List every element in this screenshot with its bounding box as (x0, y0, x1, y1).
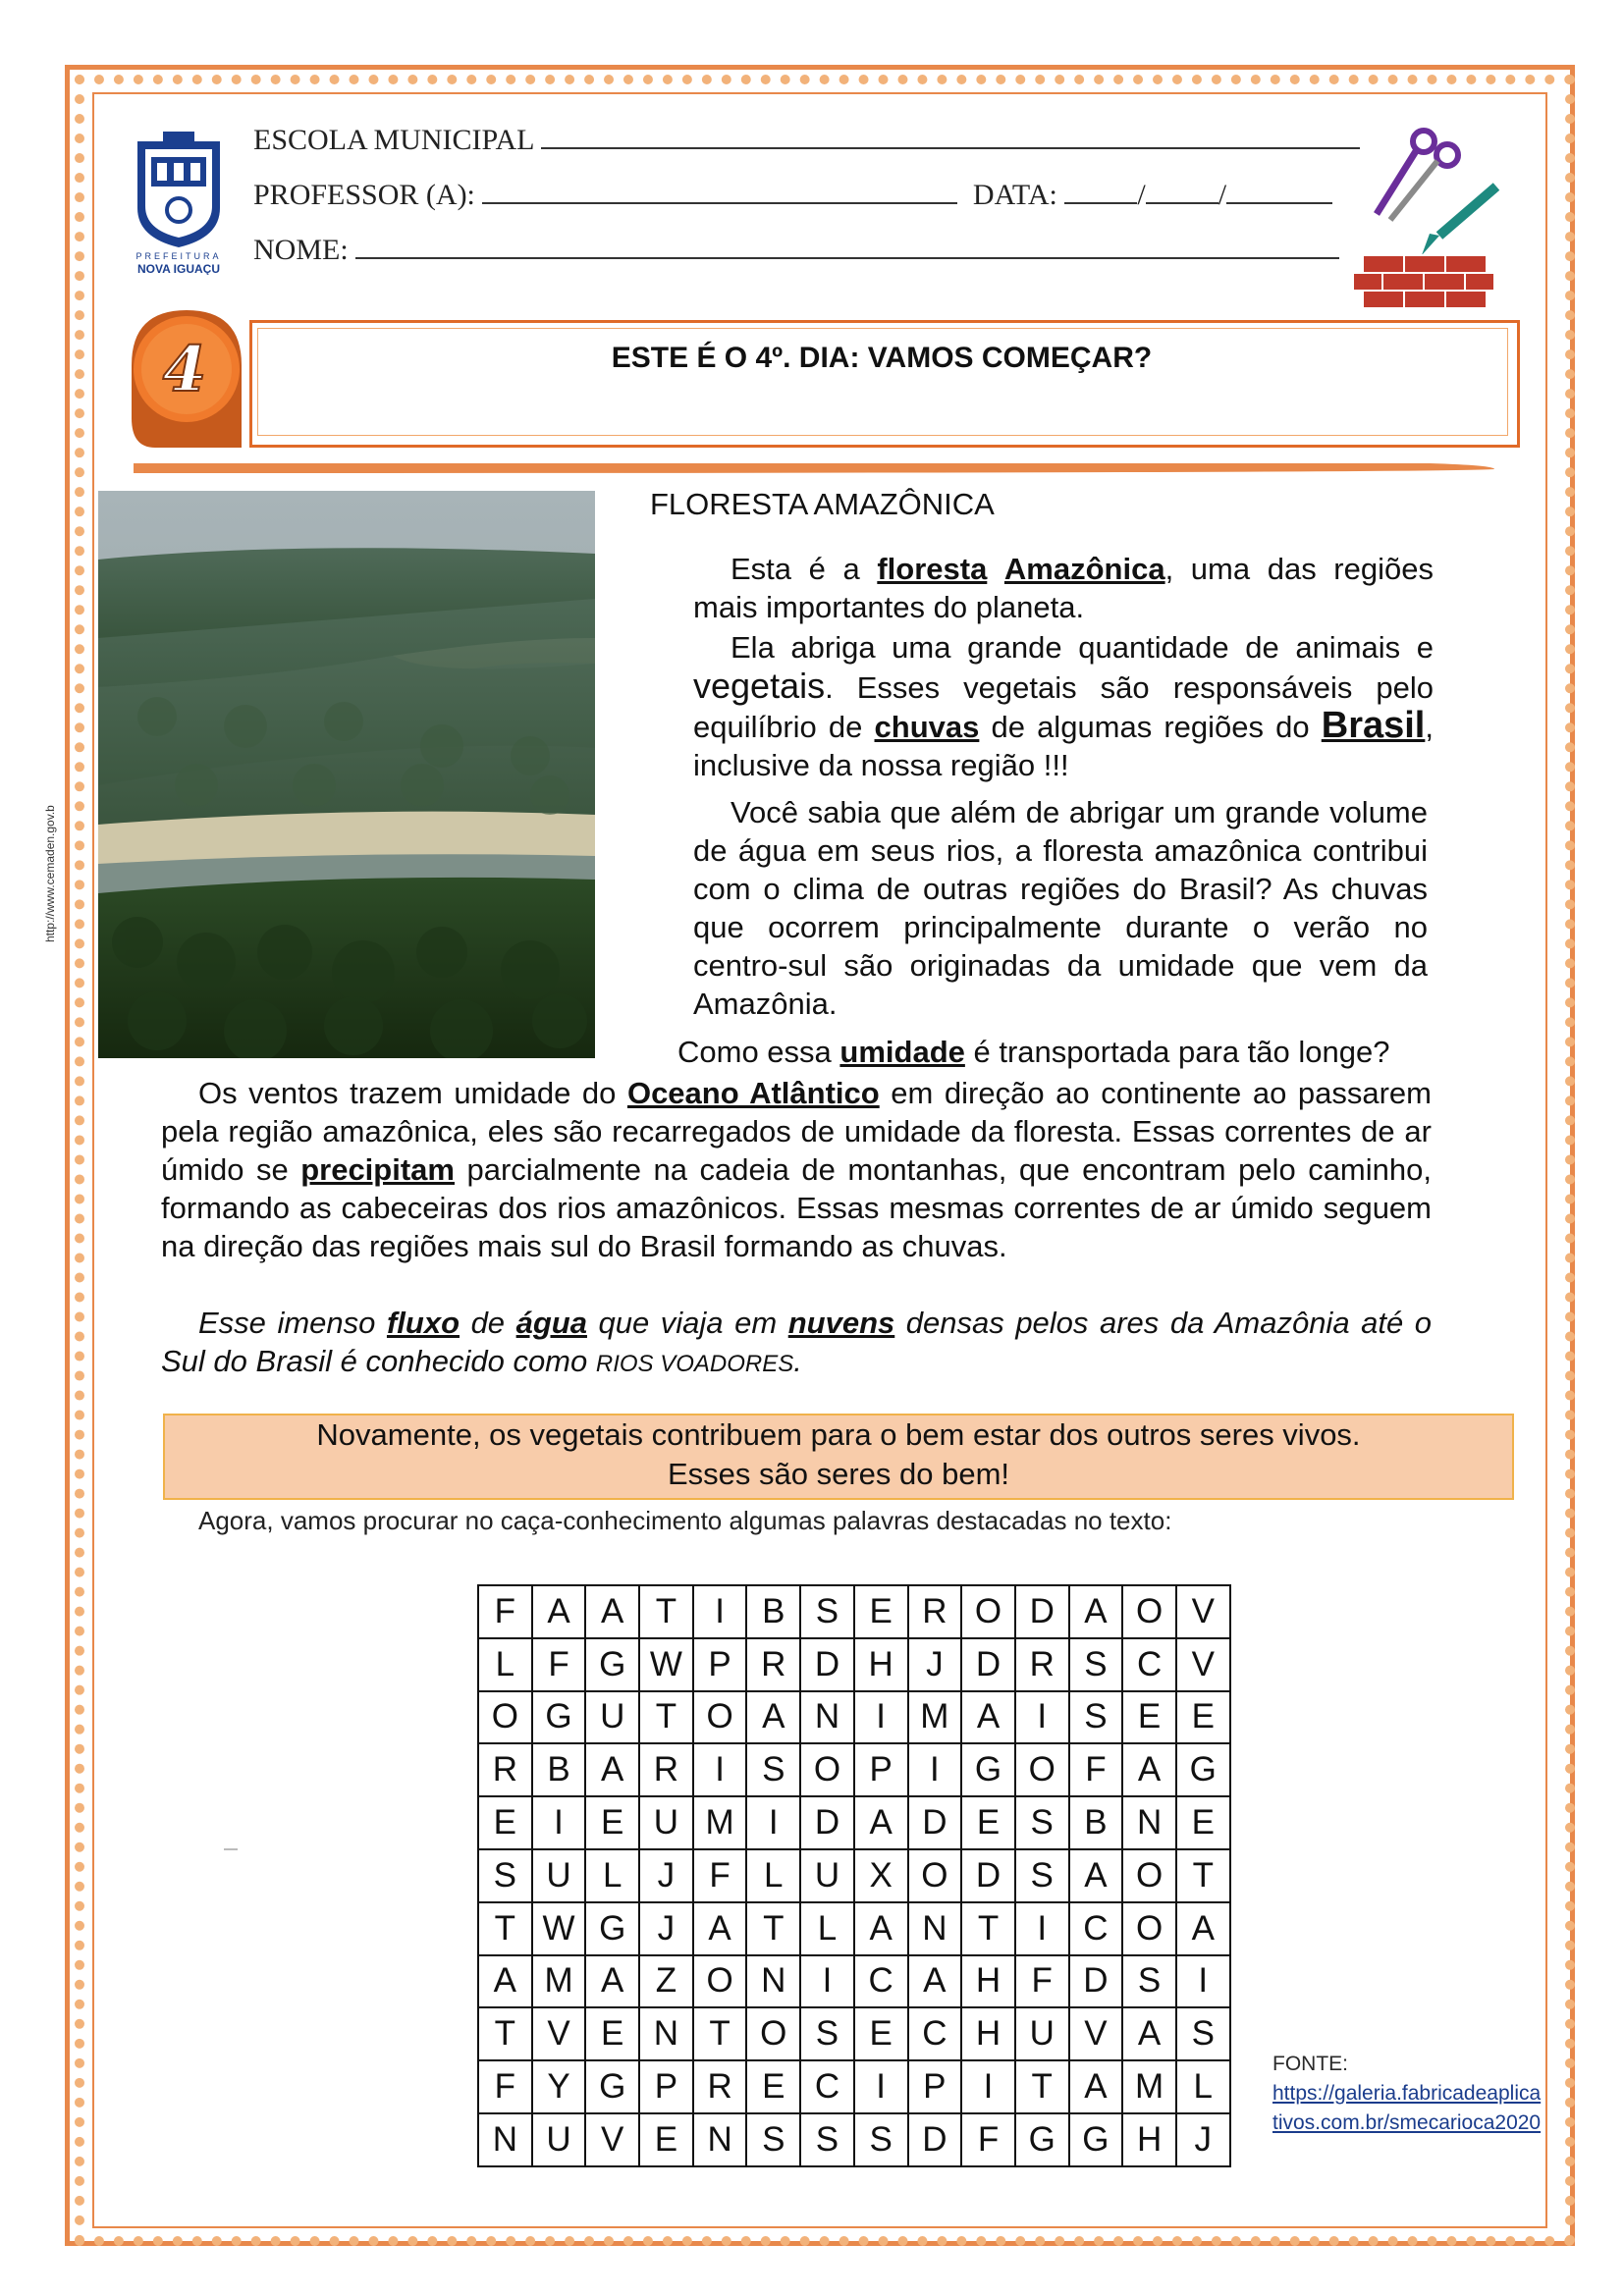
grid-cell[interactable]: J (908, 1638, 962, 1691)
grid-cell[interactable]: T (961, 1902, 1015, 1955)
grid-cell[interactable]: G (585, 1638, 639, 1691)
grid-cell[interactable]: H (1122, 2113, 1176, 2166)
grid-cell[interactable]: G (585, 1902, 639, 1955)
svg-text:NOVA IGUAÇU: NOVA IGUAÇU (137, 262, 220, 275)
grid-cell[interactable]: F (1069, 1743, 1123, 1796)
grid-row (478, 1796, 1230, 1849)
grid-cell[interactable]: F (478, 2060, 532, 2113)
teacher-field[interactable] (482, 179, 957, 204)
grid-cell[interactable]: O (1122, 1849, 1176, 1902)
grid-cell[interactable]: I (908, 1743, 962, 1796)
grid-cell[interactable]: T (1176, 1849, 1230, 1902)
grid-cell[interactable]: B (746, 1585, 800, 1638)
grid-cell[interactable]: J (639, 1849, 693, 1902)
grid-cell[interactable]: S (854, 2113, 908, 2166)
stray-mark (224, 1848, 238, 1850)
grid-cell[interactable]: O (908, 1849, 962, 1902)
source-url-line-1[interactable]: https://galeria.fabricadeaplica (1272, 2082, 1542, 2105)
grid-row (478, 1585, 1230, 1638)
grid-cell[interactable]: I (1015, 1902, 1069, 1955)
grid-cell[interactable]: A (585, 1743, 639, 1796)
day-number-badge (126, 300, 247, 454)
grid-row (478, 1849, 1230, 1902)
nova-iguacu-logo (124, 128, 234, 275)
grid-cell[interactable]: R (908, 1585, 962, 1638)
grid-cell[interactable]: V (1069, 2007, 1123, 2060)
source-credit (1272, 2050, 1541, 2138)
grid-cell[interactable]: A (532, 1585, 586, 1638)
keyword-floresta: floresta (877, 552, 988, 586)
grid-cell[interactable]: E (746, 2060, 800, 2113)
name-field[interactable] (355, 234, 1339, 259)
grid-cell[interactable]: S (1122, 1955, 1176, 2008)
grid-cell[interactable]: C (1069, 1902, 1123, 1955)
grid-cell[interactable]: L (800, 1902, 854, 1955)
grid-cell[interactable]: S (746, 2113, 800, 2166)
grid-cell[interactable]: A (961, 1691, 1015, 1744)
grid-cell[interactable]: S (1015, 1796, 1069, 1849)
paragraph-5: Esse imenso fluxo de água que viaja em nuvens densas pelos ares da Amazônia até o Sul do Brasil é conhecido como RIOS VOADORES. (161, 1306, 1432, 1378)
grid-cell[interactable]: G (1069, 2113, 1123, 2166)
grid-cell[interactable]: V (1176, 1638, 1230, 1691)
banner-underline (134, 459, 1494, 475)
keyword-chuvas: chuvas (874, 710, 980, 744)
grid-cell[interactable]: W (532, 1902, 586, 1955)
school-field[interactable] (541, 124, 1360, 149)
grid-cell[interactable]: T (1015, 2060, 1069, 2113)
grid-cell[interactable]: P (908, 2060, 962, 2113)
grid-cell[interactable]: N (908, 1902, 962, 1955)
grid-row (478, 1743, 1230, 1796)
grid-cell[interactable]: R (693, 2060, 747, 2113)
grid-row (478, 2060, 1230, 2113)
grid-cell[interactable]: O (1122, 1902, 1176, 1955)
grid-row (478, 1691, 1230, 1744)
keyword-vegetais: vegetais (693, 666, 826, 706)
svg-text:4: 4 (162, 333, 207, 406)
notice-line-1: Novamente, os vegetais contribuem para o bem estar dos outros seres vivos. (316, 1417, 1361, 1452)
grid-cell[interactable]: O (746, 2007, 800, 2060)
grid-cell[interactable]: S (1069, 1638, 1123, 1691)
grid-cell[interactable]: E (585, 2007, 639, 2060)
grid-cell[interactable]: I (854, 2060, 908, 2113)
grid-cell[interactable]: M (908, 1691, 962, 1744)
grid-cell[interactable]: T (693, 2007, 747, 2060)
grid-cell[interactable]: F (1015, 1955, 1069, 2008)
grid-cell[interactable]: F (478, 1585, 532, 1638)
grid-cell[interactable]: E (854, 2007, 908, 2060)
grid-row (478, 1955, 1230, 2008)
grid-cell[interactable]: D (908, 2113, 962, 2166)
amazon-forest-photo (98, 491, 595, 1058)
grid-cell[interactable]: V (1176, 1585, 1230, 1638)
grid-cell[interactable]: C (800, 2060, 854, 2113)
grid-cell[interactable]: U (639, 1796, 693, 1849)
grid-cell[interactable]: E (478, 1796, 532, 1849)
banner-title: ESTE É O 4º. DIA: VAMOS COMEÇAR? (611, 342, 1153, 374)
grid-cell[interactable]: H (961, 2007, 1015, 2060)
grid-cell[interactable]: D (1069, 1955, 1123, 2008)
grid-cell[interactable]: E (1176, 1796, 1230, 1849)
paragraph-2: Ela abriga uma grande quantidade de animais e vegetais. Esses vegetais são responsáveis pelo equilíbrio de chuvas de algumas regiões do Brasil, inclusive da nossa região !!! (693, 630, 1434, 782)
grid-cell[interactable]: A (1122, 2007, 1176, 2060)
grid-cell[interactable]: A (693, 1902, 747, 1955)
grid-cell[interactable]: F (532, 1638, 586, 1691)
keyword-nuvens: nuvens (787, 1306, 895, 1340)
grid-cell[interactable]: G (532, 1691, 586, 1744)
grid-cell[interactable]: N (746, 1955, 800, 2008)
grid-cell[interactable]: E (854, 1585, 908, 1638)
grid-cell[interactable]: G (961, 1743, 1015, 1796)
keyword-oceano-atlantico: Oceano Atlântico (626, 1076, 880, 1110)
grid-cell[interactable]: P (693, 1638, 747, 1691)
grid-cell[interactable]: G (585, 2060, 639, 2113)
grid-cell[interactable]: V (585, 2113, 639, 2166)
teacher-label: PROFESSOR (A): (253, 179, 475, 211)
grid-cell[interactable]: A (1176, 1902, 1230, 1955)
grid-cell[interactable]: I (854, 1691, 908, 1744)
keyword-agua: água (515, 1306, 587, 1340)
grid-cell[interactable]: O (478, 1691, 532, 1744)
grid-cell[interactable]: U (800, 1849, 854, 1902)
grid-cell[interactable]: J (639, 1902, 693, 1955)
grid-cell[interactable]: I (746, 1796, 800, 1849)
grid-cell[interactable]: M (1122, 2060, 1176, 2113)
grid-cell[interactable]: Y (532, 2060, 586, 2113)
grid-cell[interactable]: S (1176, 2007, 1230, 2060)
grid-cell[interactable]: N (478, 2113, 532, 2166)
grid-cell[interactable]: I (800, 1955, 854, 2008)
grid-cell[interactable]: S (800, 2007, 854, 2060)
name-line (253, 234, 1382, 289)
grid-cell[interactable]: P (639, 2060, 693, 2113)
grid-cell[interactable]: A (854, 1902, 908, 1955)
grid-cell[interactable]: L (585, 1849, 639, 1902)
school-line (253, 124, 1382, 179)
grid-cell[interactable]: B (1069, 1796, 1123, 1849)
grid-cell[interactable]: A (854, 1796, 908, 1849)
grid-cell[interactable]: R (639, 1743, 693, 1796)
word-search-grid (477, 1584, 1231, 2167)
grid-cell[interactable]: W (639, 1638, 693, 1691)
grid-cell[interactable]: T (639, 1691, 693, 1744)
grid-cell[interactable]: N (693, 2113, 747, 2166)
grid-cell[interactable]: A (1122, 1743, 1176, 1796)
grid-cell[interactable]: D (800, 1796, 854, 1849)
grid-cell[interactable]: F (693, 1849, 747, 1902)
grid-cell[interactable]: D (908, 1796, 962, 1849)
grid-cell[interactable]: D (961, 1638, 1015, 1691)
grid-cell[interactable]: E (1176, 1691, 1230, 1744)
grid-cell[interactable]: S (478, 1849, 532, 1902)
grid-row (478, 2007, 1230, 2060)
grid-cell[interactable]: U (532, 1849, 586, 1902)
grid-row (478, 2113, 1230, 2166)
scissors-brush-bricks-icon (1353, 126, 1500, 320)
grid-cell[interactable]: E (639, 2113, 693, 2166)
grid-cell[interactable]: T (639, 1585, 693, 1638)
date-separator: / (1218, 179, 1227, 211)
grid-cell[interactable]: I (693, 1743, 747, 1796)
grid-cell[interactable]: E (585, 1796, 639, 1849)
grid-cell[interactable]: F (961, 2113, 1015, 2166)
grid-cell[interactable]: S (800, 1585, 854, 1638)
grid-row (478, 1638, 1230, 1691)
source-label: FONTE: (1272, 2053, 1348, 2075)
keyword-amazonica: Amazônica (1003, 552, 1165, 586)
grid-cell[interactable]: C (854, 1955, 908, 2008)
paragraph-1: Esta é a floresta Amazônica, uma das regiões mais importantes do planeta. (693, 552, 1434, 624)
grid-cell[interactable]: T (478, 2007, 532, 2060)
grid-cell[interactable]: I (1015, 1691, 1069, 1744)
grid-cell[interactable]: O (1015, 1743, 1069, 1796)
grid-cell[interactable]: T (746, 1902, 800, 1955)
teacher-line (253, 179, 1382, 234)
grid-row (478, 1902, 1230, 1955)
grid-cell[interactable]: G (1176, 1743, 1230, 1796)
grid-cell[interactable]: S (1015, 1849, 1069, 1902)
header-form (253, 124, 1382, 289)
date-separator: / (1137, 179, 1146, 211)
grid-cell[interactable]: L (746, 1849, 800, 1902)
grid-cell[interactable]: O (1122, 1585, 1176, 1638)
grid-cell[interactable]: C (908, 2007, 962, 2060)
keyword-precipitam: precipitam (300, 1152, 455, 1187)
grid-cell[interactable]: N (800, 1691, 854, 1744)
keyword-rios-voadores: RIOS VOADORES (595, 1351, 794, 1377)
grid-cell[interactable]: G (1015, 2113, 1069, 2166)
grid-cell[interactable]: L (1176, 2060, 1230, 2113)
grid-cell[interactable]: V (532, 2007, 586, 2060)
grid-cell[interactable]: E (961, 1796, 1015, 1849)
notice-line-2: Esses são seres do bem! (667, 1457, 1010, 1491)
paragraph-3: Você sabia que além de abrigar um grande volume de água em seus rios, a floresta amazônica contribui com o clima de outras regiões do Brasil? As chuvas que ocorrem principalmente durante o verão no centro-sul são originadas da umidade que vem da Amazônia. (693, 795, 1428, 1021)
grid-cell[interactable]: O (961, 1585, 1015, 1638)
grid-cell[interactable]: I (532, 1796, 586, 1849)
date-day-field[interactable] (1064, 179, 1137, 204)
grid-cell[interactable]: P (854, 1743, 908, 1796)
grid-cell[interactable]: A (585, 1955, 639, 2008)
paragraph-4: Os ventos trazem umidade do Oceano Atlântico em direção ao continente ao passarem pela região amazônica, eles são recarregados de umidade da floresta. Essas correntes de ar úmido se precipitam parcialmente na cadeia de montanhas, que encontram pelo caminho, formando as cabeceiras dos rios amazônicos. Essas mesmas correntes de ar úmido seguem na direção das regiões mais sul do Brasil formando as chuvas. (161, 1076, 1432, 1263)
date-year-field[interactable] (1226, 179, 1332, 204)
grid-cell[interactable]: R (1015, 1638, 1069, 1691)
grid-cell[interactable]: N (1122, 1796, 1176, 1849)
grid-cell[interactable]: B (532, 1743, 586, 1796)
grid-cell[interactable]: I (693, 1585, 747, 1638)
grid-cell[interactable]: Z (639, 1955, 693, 2008)
photo-credit: http://www.cemaden.gov.b (43, 805, 57, 942)
grid-cell[interactable]: I (1176, 1955, 1230, 2008)
keyword-fluxo: fluxo (386, 1306, 460, 1340)
grid-cell[interactable]: A (746, 1691, 800, 1744)
grid-cell[interactable]: H (961, 1955, 1015, 2008)
grid-cell[interactable]: L (478, 1638, 532, 1691)
grid-cell[interactable]: H (854, 1638, 908, 1691)
grid-cell[interactable]: T (478, 1902, 532, 1955)
school-label: ESCOLA MUNICIPAL (253, 124, 534, 156)
grid-cell[interactable]: C (1122, 1638, 1176, 1691)
notice-box (163, 1414, 1514, 1500)
grid-cell[interactable]: J (1176, 2113, 1230, 2166)
grid-cell[interactable]: R (478, 1743, 532, 1796)
date-month-field[interactable] (1146, 179, 1218, 204)
date-label: DATA: (972, 179, 1057, 211)
grid-cell[interactable]: M (693, 1796, 747, 1849)
grid-cell[interactable]: O (693, 1691, 747, 1744)
grid-cell[interactable]: I (961, 2060, 1015, 2113)
grid-cell[interactable]: D (1015, 1585, 1069, 1638)
grid-cell[interactable]: S (800, 2113, 854, 2166)
grid-cell[interactable]: S (746, 1743, 800, 1796)
grid-cell[interactable]: U (585, 1691, 639, 1744)
keyword-brasil: Brasil (1321, 705, 1426, 746)
grid-cell[interactable]: A (1069, 1849, 1123, 1902)
grid-cell[interactable]: D (800, 1638, 854, 1691)
grid-cell[interactable]: A (478, 1955, 532, 2008)
grid-cell[interactable]: X (854, 1849, 908, 1902)
grid-cell[interactable]: A (908, 1955, 962, 2008)
keyword-umidade: umidade (839, 1035, 965, 1069)
instruction-text: Agora, vamos procurar no caça-conhecimento algumas palavras destacadas no texto: (198, 1506, 1172, 1535)
grid-cell[interactable]: D (961, 1849, 1015, 1902)
grid-cell[interactable]: O (693, 1955, 747, 2008)
grid-cell[interactable]: A (1069, 1585, 1123, 1638)
grid-cell[interactable]: E (1122, 1691, 1176, 1744)
grid-cell[interactable]: M (532, 1955, 586, 2008)
grid-cell[interactable]: N (639, 2007, 693, 2060)
article-title: FLORESTA AMAZÔNICA (650, 487, 995, 521)
grid-cell[interactable]: A (585, 1585, 639, 1638)
grid-cell[interactable]: A (1069, 2060, 1123, 2113)
grid-cell[interactable]: R (746, 1638, 800, 1691)
source-url-line-2[interactable]: tivos.com.br/smecarioca2020 (1272, 2111, 1542, 2134)
grid-cell[interactable]: O (800, 1743, 854, 1796)
grid-cell[interactable]: U (1015, 2007, 1069, 2060)
name-label: NOME: (253, 234, 349, 266)
grid-cell[interactable]: U (532, 2113, 586, 2166)
grid-cell[interactable]: S (1069, 1691, 1123, 1744)
svg-text:PREFEITURA: PREFEITURA (135, 251, 222, 261)
question-line: Como essa umidade é transportada para tão longe? (677, 1035, 1390, 1069)
